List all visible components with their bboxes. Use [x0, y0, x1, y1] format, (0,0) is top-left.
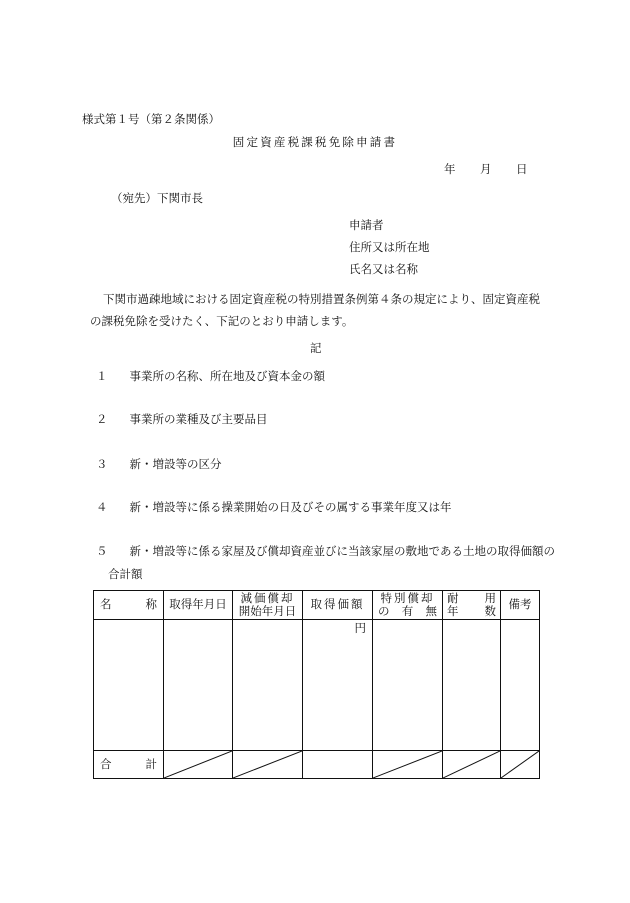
item-text-continued: 合計額: [108, 567, 143, 581]
cell-useful-life[interactable]: [443, 620, 501, 751]
date-day: 日: [516, 162, 528, 176]
item-number: ２: [96, 412, 108, 426]
date-month: 月: [480, 162, 492, 176]
header-life-b: 用: [484, 590, 496, 605]
body-text-line2: の課税免除を受けたく、下記のとおり申請します。: [90, 314, 354, 328]
header-special-line1: 特別償却: [380, 590, 435, 605]
header-name-b: 称: [145, 597, 157, 612]
total-label-a: 合: [100, 756, 112, 771]
table-header-row: [94, 591, 540, 620]
date-line: [444, 164, 528, 176]
item-text: 新・増設等に係る家屋及び償却資産並びに当該家屋の敷地である土地の取得価額の: [129, 544, 555, 558]
cell-name[interactable]: [94, 620, 164, 751]
header-life-a: 耐: [447, 590, 459, 605]
yen-unit: 円: [354, 621, 366, 635]
header-remarks: 備考: [501, 591, 540, 620]
item-text: 事業所の名称、所在地及び資本金の額: [129, 369, 325, 383]
addressee: （宛先）下関市長: [111, 191, 203, 205]
header-useful-life: [443, 591, 501, 620]
list-item: [96, 459, 222, 471]
cell-acquisition-date[interactable]: [164, 620, 233, 751]
total-remarks-na: [501, 751, 540, 779]
header-life-c: 年: [447, 604, 459, 618]
header-special-depreciation: [373, 591, 443, 620]
total-depreciation-na: [233, 751, 303, 779]
table-row: [94, 620, 540, 751]
header-depreciation-line2: 開始年月日: [238, 604, 297, 618]
document-title: 固定資産税課税免除申請書: [232, 135, 398, 149]
body-text-line1: 下関市過疎地域における固定資産税の特別措置条例第４条の規定により、固定資産税: [103, 292, 540, 306]
item-text: 新・増設等の区分: [129, 457, 222, 471]
header-life-d: 数: [484, 604, 496, 618]
header-special-mu: 無: [425, 604, 437, 618]
cell-remarks[interactable]: [501, 620, 540, 751]
item-text: 事業所の業種及び主要品目: [129, 412, 268, 426]
total-life-na: [443, 751, 501, 779]
total-label-b: 計: [145, 756, 157, 771]
date-year: 年: [444, 162, 456, 176]
list-item: [96, 502, 452, 514]
cell-depreciation-start[interactable]: [233, 620, 303, 751]
name-label: 氏名又は名称: [349, 262, 418, 276]
cell-special-depreciation[interactable]: [373, 620, 443, 751]
header-name: [94, 591, 164, 620]
list-item: [96, 546, 555, 558]
item-number: ５: [96, 544, 108, 558]
total-acquisition-date-na: [164, 751, 233, 779]
applicant-label: 申請者: [349, 218, 384, 232]
total-special-na: [373, 751, 443, 779]
header-depreciation-start: [233, 591, 303, 620]
cell-acquisition-value[interactable]: [303, 620, 373, 751]
item-number: ３: [96, 457, 108, 471]
header-name-a: 名: [100, 597, 112, 612]
item-text: 新・増設等に係る操業開始の日及びその属する事業年度又は年: [129, 500, 452, 514]
item-number: １: [96, 369, 108, 383]
header-acquisition-value: 取得価額: [303, 591, 373, 620]
list-item: [96, 414, 268, 426]
item-number: ４: [96, 500, 108, 514]
address-label: 住所又は所在地: [349, 240, 430, 254]
asset-table: [93, 590, 540, 779]
header-acquisition-date: 取得年月日: [164, 591, 233, 620]
total-acquisition-value[interactable]: [303, 751, 373, 779]
ki-heading: 記: [310, 341, 322, 355]
form-number: 様式第１号（第２条関係）: [82, 112, 220, 126]
list-item: [96, 371, 325, 383]
table-total-row: [94, 751, 540, 779]
total-label: [94, 751, 164, 779]
header-special-no: の: [378, 604, 390, 618]
header-special-yu: 有: [401, 604, 414, 618]
header-depreciation-line1: 減価償却: [240, 590, 295, 605]
